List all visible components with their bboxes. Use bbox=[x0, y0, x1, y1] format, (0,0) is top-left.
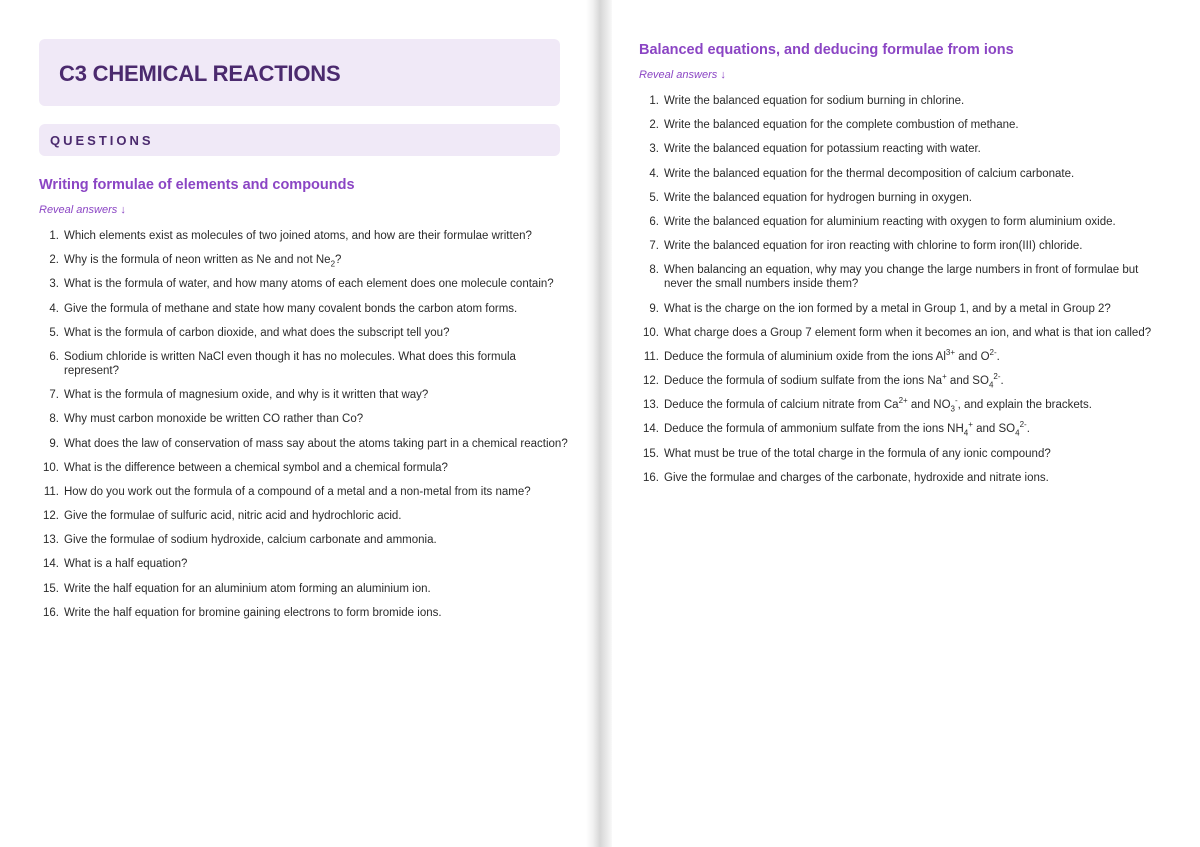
question-number: 8. bbox=[649, 264, 659, 277]
question-text: What is a half equation? bbox=[64, 558, 188, 571]
question-item bbox=[39, 506, 569, 526]
question-text: What is the formula of water, and how many atoms of each element does one molecule contain? bbox=[64, 278, 554, 291]
question-text: Deduce the formula of sodium sulfate from the ions Na+ and $SO_4^{2-}$. bbox=[664, 372, 1004, 390]
question-text: Write the half equation for bromine gaining electrons to form bromide ions. bbox=[64, 606, 442, 619]
question-text: What must be true of the total charge in the formula of any ionic compound? bbox=[664, 447, 1051, 460]
question-text: What does the law of conservation of mass say about the atoms taking part in a chemical reaction? bbox=[64, 437, 568, 450]
question-number: 2. bbox=[49, 254, 59, 267]
question-item bbox=[39, 530, 569, 550]
question-item bbox=[39, 323, 569, 343]
question-item bbox=[639, 91, 1159, 111]
question-item bbox=[639, 444, 1159, 464]
question-text: What is the difference between a chemical symbol and a chemical formula? bbox=[64, 461, 448, 474]
question-item bbox=[39, 347, 569, 381]
question-number: 10. bbox=[643, 326, 659, 339]
title-banner bbox=[39, 39, 560, 106]
question-number: 2. bbox=[649, 119, 659, 132]
question-number: 8. bbox=[49, 413, 59, 426]
book-gutter bbox=[586, 0, 614, 847]
question-item bbox=[39, 250, 569, 270]
questions-banner bbox=[39, 124, 560, 156]
question-text: Write the balanced equation for the thermal decomposition of calcium carbonate. bbox=[664, 167, 1075, 180]
question-item bbox=[639, 115, 1159, 135]
question-item bbox=[39, 409, 569, 429]
question-text: Sodium chloride is written NaCl even though it has no molecules. What does this formula represent? bbox=[64, 350, 516, 377]
question-number: 16. bbox=[643, 471, 659, 484]
question-text: Write the balanced equation for sodium burning in chlorine. bbox=[664, 95, 965, 107]
question-item bbox=[639, 371, 1159, 391]
question-item bbox=[639, 260, 1159, 294]
question-number: 11. bbox=[643, 350, 659, 363]
question-number: 15. bbox=[43, 582, 59, 595]
question-list bbox=[39, 226, 569, 623]
question-text: Deduce the formula of ammonium sulfate from the ions $NH_4^+$ and $SO_4^{2-}$. bbox=[664, 420, 1030, 438]
question-item bbox=[39, 554, 569, 574]
left-page bbox=[0, 0, 590, 847]
question-text: Which elements exist as molecules of two joined atoms, and how are their formulae written? bbox=[64, 230, 532, 242]
reveal-answers-link[interactable]: Reveal answers ↓ bbox=[39, 204, 126, 216]
question-text: Write the balanced equation for aluminium reacting with oxygen to form aluminium oxide. bbox=[664, 215, 1116, 228]
question-number: 7. bbox=[649, 240, 659, 253]
question-item bbox=[639, 395, 1159, 415]
question-number: 14. bbox=[43, 558, 59, 571]
question-number: 3. bbox=[49, 278, 59, 291]
question-number: 6. bbox=[49, 350, 59, 363]
question-text: Deduce the formula of aluminium oxide from the ions $Al^{3+}$ and $O^{2-}$. bbox=[664, 348, 1000, 363]
question-item bbox=[39, 458, 569, 478]
question-text: What is the charge on the ion formed by a metal in Group 1, and by a metal in Group 2? bbox=[664, 302, 1111, 315]
question-item bbox=[639, 188, 1159, 208]
question-text: What is the formula of magnesium oxide, and why is it written that way? bbox=[64, 389, 429, 402]
question-item bbox=[39, 385, 569, 405]
question-number: 9. bbox=[49, 437, 59, 450]
question-item bbox=[39, 603, 569, 623]
question-number: 1. bbox=[649, 95, 659, 107]
question-text: What charge does a Group 7 element form when it becomes an ion, and what is that ion called? bbox=[664, 326, 1152, 339]
question-item bbox=[639, 347, 1159, 367]
question-text: Write the balanced equation for hydrogen burning in oxygen. bbox=[664, 191, 972, 204]
section-writing-formulae bbox=[39, 176, 569, 627]
question-text: Give the formula of methane and state how many covalent bonds the carbon atom forms. bbox=[64, 302, 518, 315]
question-number: 5. bbox=[649, 191, 659, 204]
question-number: 7. bbox=[49, 389, 59, 402]
question-text: How do you work out the formula of a compound of a metal and a non-metal from its name? bbox=[64, 485, 531, 498]
question-text: Write the balanced equation for iron reacting with chlorine to form iron(III) chloride. bbox=[664, 240, 1083, 253]
question-item bbox=[639, 139, 1159, 159]
question-list bbox=[639, 91, 1159, 488]
section-balanced-equations bbox=[639, 41, 1159, 492]
question-number: 13. bbox=[643, 399, 659, 412]
question-item bbox=[39, 226, 569, 246]
question-text: Write the balanced equation for potassium reacting with water. bbox=[664, 143, 981, 156]
question-item bbox=[639, 299, 1159, 319]
question-item bbox=[639, 468, 1159, 488]
question-item bbox=[39, 482, 569, 502]
question-text: Give the formulae of sulfuric acid, nitric acid and hydrochloric acid. bbox=[64, 510, 402, 523]
question-number: 5. bbox=[49, 326, 59, 339]
question-number: 14. bbox=[643, 423, 659, 436]
question-item bbox=[39, 299, 569, 319]
question-item bbox=[639, 236, 1159, 256]
questions-label: QUESTIONS bbox=[50, 133, 154, 148]
question-text: Deduce the formula of calcium nitrate from $Ca^{2+}$ and $NO_3^-$, and explain the brackets. bbox=[664, 396, 1092, 414]
page-title: C3 CHEMICAL REACTIONS bbox=[59, 61, 341, 86]
question-number: 15. bbox=[643, 447, 659, 460]
question-number: 10. bbox=[43, 461, 59, 474]
question-number: 9. bbox=[649, 302, 659, 315]
question-number: 12. bbox=[43, 510, 59, 523]
question-number: 13. bbox=[43, 534, 59, 547]
question-number: 16. bbox=[43, 606, 59, 619]
question-text: Write the balanced equation for the complete combustion of methane. bbox=[664, 119, 1019, 132]
question-item bbox=[639, 212, 1159, 232]
question-item bbox=[639, 419, 1159, 439]
question-number: 12. bbox=[643, 375, 659, 388]
question-item bbox=[39, 579, 569, 599]
question-item bbox=[639, 323, 1159, 343]
question-number: 4. bbox=[49, 302, 59, 315]
question-text: Give the formulae of sodium hydroxide, calcium carbonate and ammonia. bbox=[64, 534, 437, 547]
question-text: When balancing an equation, why may you change the large numbers in front of formulae but never the small numbers inside them? bbox=[664, 264, 1139, 291]
question-text: Why is the formula of neon written as Ne and not $Ne_2$? bbox=[64, 254, 342, 269]
section-heading: Writing formulae of elements and compounds bbox=[39, 177, 355, 193]
question-text: Why must carbon monoxide be written CO rather than Co? bbox=[64, 413, 364, 426]
question-item bbox=[39, 434, 569, 454]
section-heading: Balanced equations, and deducing formulae from ions bbox=[639, 42, 1014, 58]
question-item bbox=[39, 274, 569, 294]
question-number: 3. bbox=[649, 143, 659, 156]
question-text: Write the half equation for an aluminium atom forming an aluminium ion. bbox=[64, 582, 431, 595]
question-text: Give the formulae and charges of the carbonate, hydroxide and nitrate ions. bbox=[664, 471, 1049, 484]
question-number: 6. bbox=[649, 215, 659, 228]
question-item bbox=[639, 164, 1159, 184]
question-text: What is the formula of carbon dioxide, and what does the subscript tell you? bbox=[64, 326, 450, 339]
reveal-answers-link[interactable]: Reveal answers ↓ bbox=[639, 69, 726, 81]
question-number: 4. bbox=[649, 167, 659, 180]
question-number: 11. bbox=[43, 485, 59, 498]
question-number: 1. bbox=[49, 230, 59, 242]
